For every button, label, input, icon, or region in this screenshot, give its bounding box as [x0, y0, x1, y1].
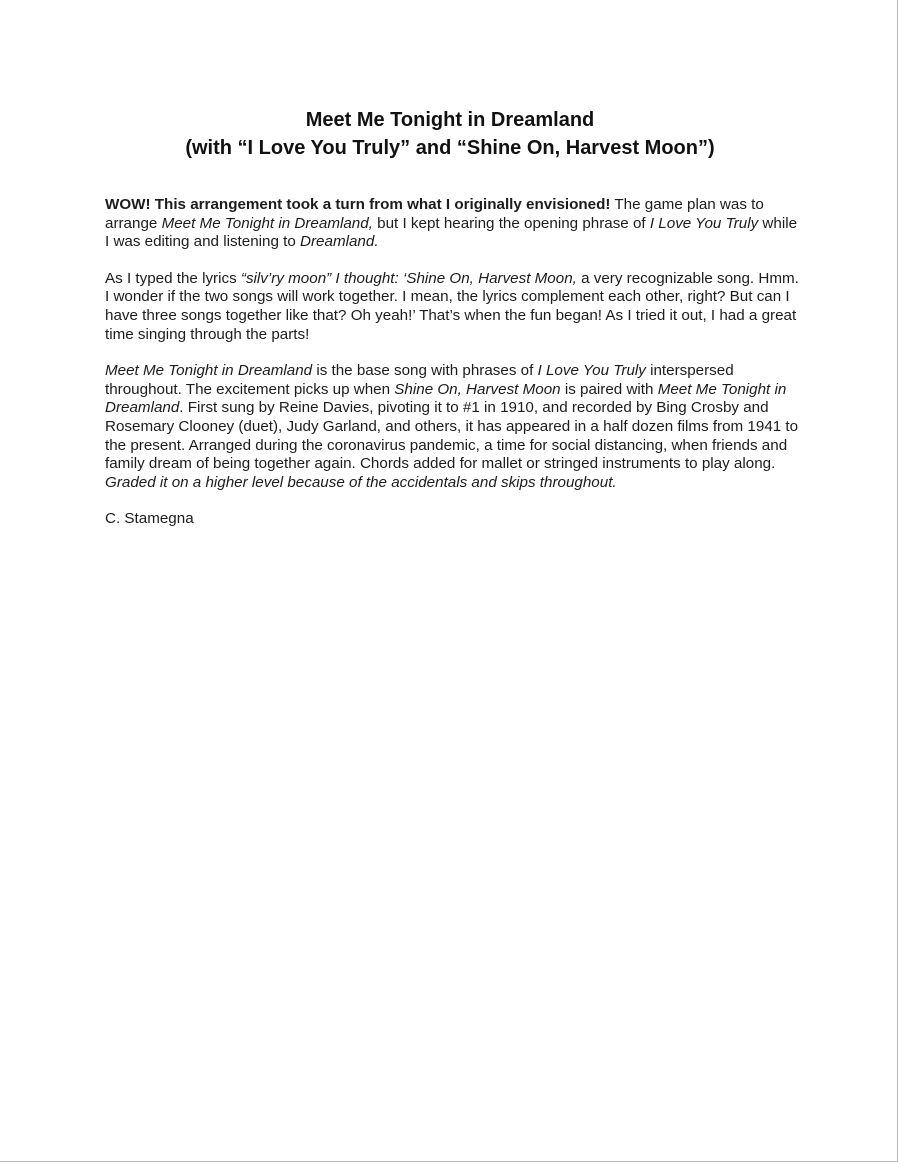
lyrics-text-2: a very recognizable song. Hmm. I wonder if the two songs will work together. I mean, the lyrics complement each other, right? But can I have three songs together like that? Oh yeah!’ That’s when the fun began! As I tried it out, I had a great time singing through the parts! — [105, 269, 799, 343]
history-italic-4: Meet Me Tonight in Dreamland — [105, 380, 787, 417]
lyrics-italic-1: “silv’ry moon” I thought: ‘Shine On, Harvest Moon, — [240, 269, 577, 287]
intro-italic-3: Dreamland. — [300, 233, 379, 251]
history-text-4: . First sung by Reine Davies, pivoting it to #1 in 1910, and recorded by Bing Crosby and Rosemary Clooney (duet), Judy Garland, and others, it has appeared in a half dozen films from 1941 to the present. Arranged during the coronavirus pandemic, a time for social distancing, when friends and family dream of being together again. Chords added for mallet or stringed instruments to play along. — [105, 399, 799, 473]
signature: C. Stamegna — [105, 510, 194, 528]
document-title — [0, 106, 900, 162]
history-italic-2: I Love You Truly — [537, 362, 646, 380]
history-text-3: is paired with — [560, 380, 658, 398]
history-text-1: is the base song with phrases of — [312, 362, 538, 380]
title-line-2: (with “I Love You Truly” and “Shine On, Harvest Moon”) — [185, 137, 715, 159]
intro-bold-lead: WOW! This arrangement took a turn from what I originally envisioned! — [105, 196, 611, 213]
paragraph-intro — [105, 196, 805, 252]
title-line-1: Meet Me Tonight in Dreamland — [305, 109, 595, 131]
history-italic-1: Meet Me Tonight in Dreamland — [105, 362, 313, 380]
intro-text-2: but I kept hearing the opening phrase of — [372, 214, 650, 232]
history-italic-3: Shine On, Harvest Moon — [394, 380, 561, 398]
document-body — [105, 196, 805, 547]
history-text-2: interspersed throughout. The excitement picks up when — [105, 362, 734, 398]
intro-italic-2: I Love You Truly — [649, 214, 759, 232]
intro-text-1: The game plan was to arrange — [105, 196, 764, 232]
intro-text-3: while I was editing and listening to — [105, 214, 798, 251]
intro-italic-1: Meet Me Tonight in Dreamland, — [161, 214, 373, 232]
paragraph-lyrics — [105, 270, 805, 344]
lyrics-text-1: As I typed the lyrics — [105, 269, 241, 287]
paragraph-history — [105, 362, 805, 492]
history-italic-5: Graded it on a higher level because of the accidentals and skips throughout. — [105, 473, 617, 491]
